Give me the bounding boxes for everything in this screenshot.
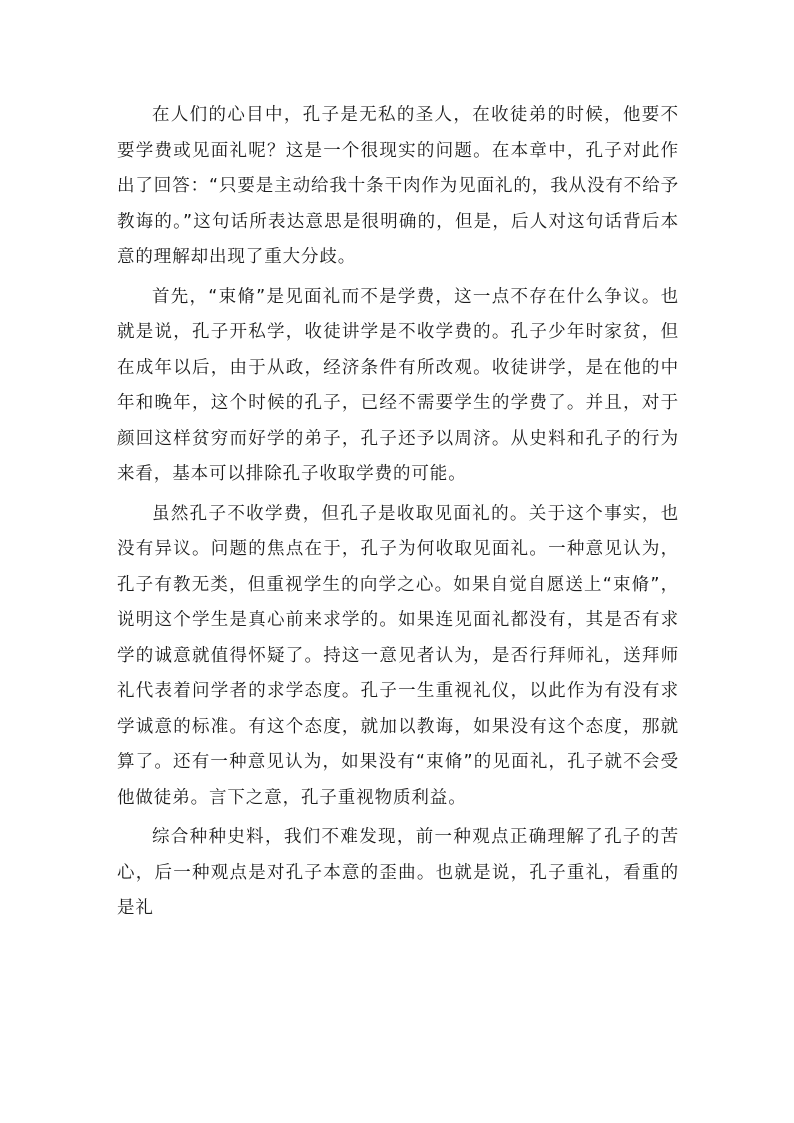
document-body — [117, 98, 679, 931]
paragraph-4: 综合种种史料，我们不难发现，前一种观点正确理解了孔子的苦心，后一种观点是对孔子本意的歪曲。也就是说，孔子重礼，看重的是礼 — [117, 827, 679, 918]
paragraph-3: 虽然孔子不收学费，但孔子是收取见面礼的。关于这个事实，也没有异议。问题的焦点在于，孔子为何收取见面礼。一种意见认为，孔子有教无类，但重视学生的向学之心。如果自觉自愿送上“束脩”，说明这个学生是真心前来求学的。如果连见面礼都没有，其是否有求学的诚意就值得怀疑了。持这一意见者认为，是否行拜师礼，送拜师礼代表着问学者的求学态度。孔子一生重视礼仪，以此作为有没有求学诚意的标准。有这个态度，就加以教诲，如果没有这个态度，那就算了。还有一种意见认为，如果没有“束脩”的见面礼，孔子就不会受他做徒弟。言下之意，孔子重视物质利益。 — [117, 503, 679, 808]
paragraph-1: 在人们的心目中，孔子是无私的圣人，在收徒弟的时候，他要不要学费或见面礼呢？这是一个很现实的问题。在本章中，孔子对此作出了回答：“只要是主动给我十条干肉作为见面礼的，我从没有不给予教诲的。”这句话所表达意思是很明确的，但是，后人对这句话背后本意的理解却出现了重大分歧。 — [117, 105, 679, 267]
paragraph-2: 首先，“束脩”是见面礼而不是学费，这一点不存在什么争议。也就是说，孔子开私学，收徒讲学是不收学费的。孔子少年时家贫，但在成年以后，由于从政，经济条件有所改观。收徒讲学，是在他的中年和晚年，这个时候的孔子，已经不需要学生的学费了。并且，对于颜回这样贫穷而好学的弟子，孔子还予以周济。从史料和孔子的行为来看，基本可以排除孔子收取学费的可能。 — [117, 286, 679, 484]
